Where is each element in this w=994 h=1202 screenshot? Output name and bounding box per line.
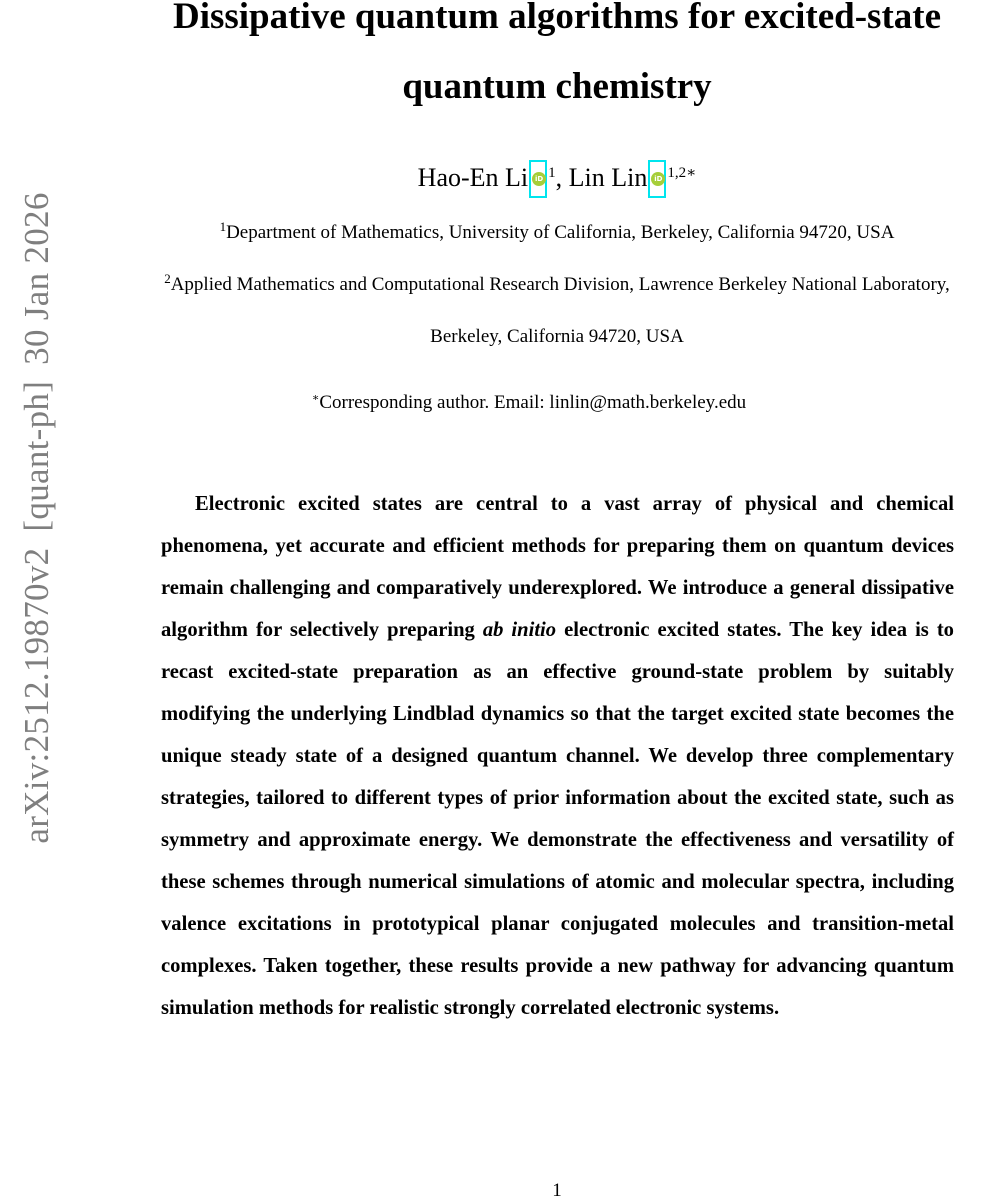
- author-affil-sup: 1: [548, 165, 556, 181]
- affiliation-2-line-2: [114, 324, 994, 350]
- abstract: [161, 483, 954, 1029]
- affiliation-2: [114, 272, 994, 298]
- affil-text: Applied Mathematics and Computational Research Division, Lawrence Berkeley National Laboratory,: [170, 274, 950, 295]
- arxiv-stamp-text: [17, 176, 57, 843]
- orcid-icon: iD: [651, 172, 665, 186]
- author-separator: ,: [555, 163, 569, 192]
- author-list: [0, 160, 994, 198]
- orcid-link-icon[interactable]: [648, 160, 666, 198]
- arxiv-id: arXiv:2512.19870v2: [17, 547, 56, 844]
- title-line-1: Dissipative quantum algorithms for excited-state: [172, 0, 942, 37]
- arxiv-sidebar-stamp: [17, 150, 56, 870]
- corresponding-text: Corresponding author. Email: linlin@math.berkeley.edu: [319, 392, 747, 413]
- abstract-italic-term: ab initio: [482, 619, 557, 641]
- corresponding-author: [114, 390, 944, 416]
- affil-sup: 2: [164, 271, 171, 286]
- arxiv-category: [quant-ph]: [17, 380, 56, 532]
- affil-sup: 1: [219, 219, 227, 234]
- author-affil-sup: 1,2∗: [667, 165, 697, 181]
- author-name: Lin Lin: [568, 163, 648, 192]
- corresponding-sup: ∗: [311, 392, 320, 404]
- affil-text: Department of Mathematics, University of California, Berkeley, California 94720, USA: [226, 222, 895, 243]
- author-name: Hao-En Li: [417, 163, 529, 192]
- page-number: 1: [552, 1180, 562, 1201]
- paper-title: [120, 0, 994, 122]
- orcid-link-icon[interactable]: [529, 160, 547, 198]
- title-line-2: quantum chemistry: [402, 66, 712, 107]
- arxiv-date: 30 Jan 2026: [17, 192, 56, 365]
- affil-text: Berkeley, California 94720, USA: [430, 326, 684, 347]
- affiliation-1: [114, 220, 994, 246]
- abstract-text-part-1: Electronic excited states are central to a vast array of physical and chemical phenomena, yet accurate and efficient methods for preparing them on quantum devices remain challenging and comparatively underexplored. We introduce a general dissipative algorithm for selectively preparing: [161, 493, 954, 641]
- orcid-icon: iD: [532, 172, 546, 186]
- abstract-text-part-2: electronic excited states. The key idea is to recast excited-state preparation as an effective ground-state problem by suitably modifying the underlying Lindblad dynamics so that the target excited state becomes the unique steady state of a designed quantum channel. We develop three complementary strategies, tailored to different types of prior information about the excited state, such as symmetry and approximate energy. We demonstrate the effectiveness and versatility of these schemes through numerical simulations of atomic and molecular spectra, including valence excitations in prototypical planar conjugated molecules and transition-metal complexes. Taken together, these results provide a new pathway for advancing quantum simulation methods for realistic strongly correlated electronic systems.: [161, 619, 954, 1019]
